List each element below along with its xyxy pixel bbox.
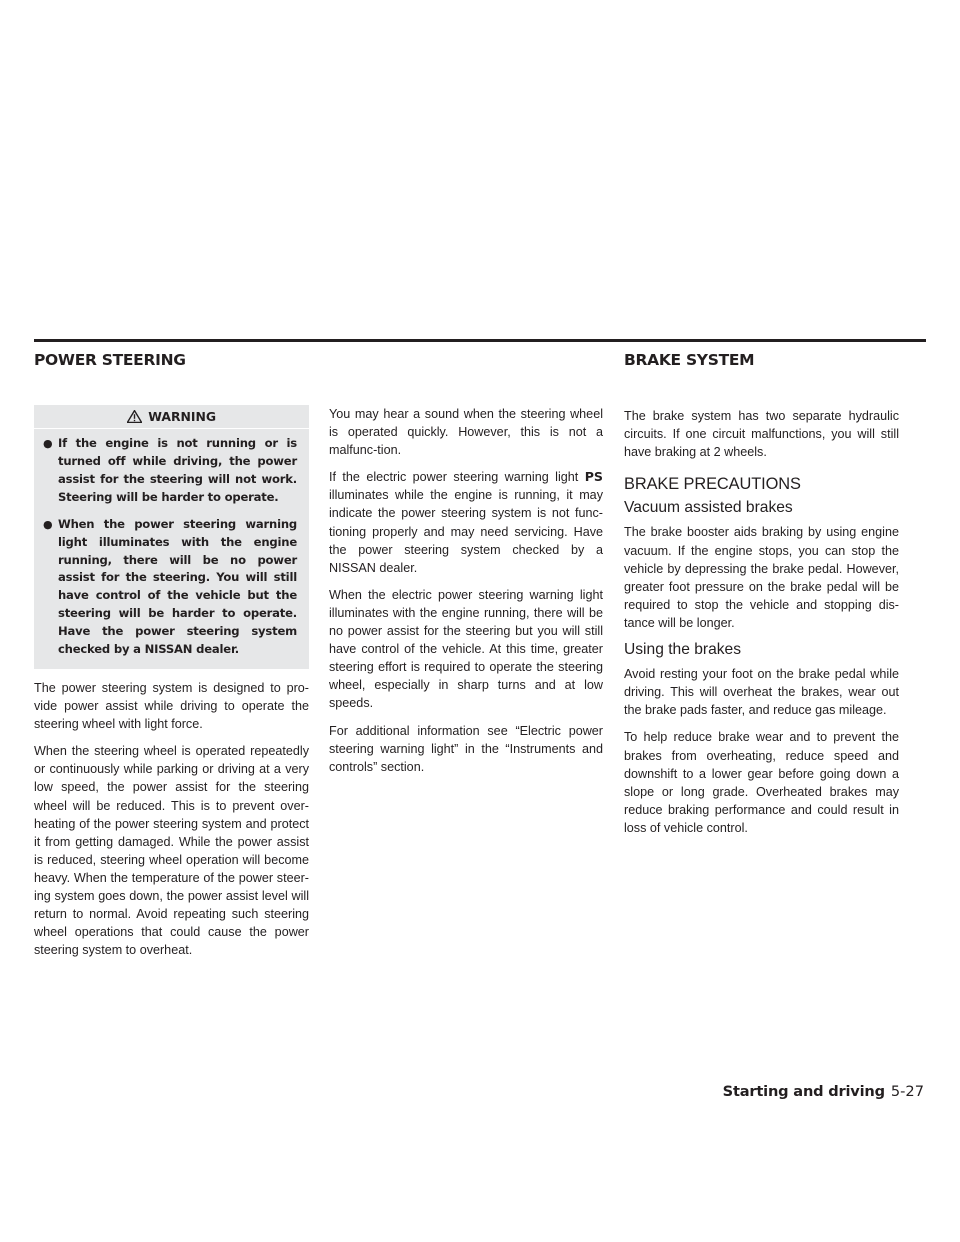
paragraph: If the electric power steering warning light PS illuminates while the engine is running, it may indicate the power steering system is not func-tioning properly and may need servicing. Have the power steering system checked by a NISSAN dealer.: [329, 469, 603, 575]
warning-item: ● If the engine is not running or is turned off while driving, the power assist for the steering will not work. Steering will be harder to operate.: [43, 436, 297, 504]
subheading-using-the-brakes: Using the brakes: [624, 641, 742, 659]
heading-brake-precautions: BRAKE PRECAUTIONS: [624, 475, 801, 494]
paragraph: When the electric power steering warning light illuminates with the engine running, there will be no power assist for the steering but you will still have control of the vehicle. At this time, greater steering effort is required to operate the steering wheel, especially in sharp turns and at low speeds.: [329, 587, 603, 711]
warning-item: ● When the power steering warning light illuminates with the engine running, there will be no power assist for the steering. You will still have control of the vehicle but the steering will be harder to operate. Have the power steering system checked by a NISSAN dealer.: [43, 516, 297, 657]
paragraph: For additional information see “Electric power steering warning light” in the “Instruments and controls” section.: [329, 723, 603, 774]
subheading-vacuum-assisted-brakes: Vacuum assisted brakes: [624, 499, 793, 517]
power-steering-warning-symbol: PS: [584, 469, 603, 485]
section-title-brake-system: BRAKE SYSTEM: [624, 351, 755, 369]
paragraph: To help reduce brake wear and to prevent the brakes from overheating, reduce speed and downshift to a lower gear before going down a slope or long grade. Overheated brakes may reduce braking performance and could result in loss of vehicle control.: [624, 730, 899, 835]
warning-list: [42, 435, 297, 659]
column-brake-system: [624, 407, 899, 846]
column-power-steering-continued: [329, 405, 603, 785]
bullet-icon: ●: [43, 517, 53, 531]
warning-box: [34, 405, 309, 669]
paragraph: The brake system has two separate hydraulic circuits. If one circuit malfunctions, you will still have braking at 2 wheels.: [624, 409, 899, 460]
section-title-power-steering: POWER STEERING: [34, 351, 186, 369]
warning-triangle-icon: [127, 410, 142, 423]
paragraph: You may hear a sound when the steering wheel is operated quickly. However, this is not a malfunc-tion.: [329, 407, 603, 458]
page-footer: [723, 1083, 924, 1100]
paragraph: When the steering wheel is operated repeatedly or continuously while parking or driving at a very low speed, the power assist for the steering wheel will be reduced. This is to prevent over-heating of the power steering system and protect it from getting damaged. While the power assist is reduced, steering wheel operation will become heavy. When the temperature of the power steer-ing system goes down, the power assist level will return to normal. Avoid repeating such steering wheel operations that could cause the power steering system to overheat.: [34, 744, 309, 958]
footer-section-label: Starting and driving: [722, 1083, 885, 1100]
warning-header: [34, 405, 309, 429]
paragraph: The power steering system is designed to pro-vide power assist while driving to operate the steering wheel with light force.: [34, 680, 309, 732]
column-power-steering: [34, 405, 309, 968]
section-divider: [34, 339, 926, 342]
paragraph: The brake booster aids braking by using engine vacuum. If the engine stops, you can stop the vehicle by depressing the brake pedal. However, greater foot pressure on the brake pedal will be required to stop the vehicle and stopping dis-tance will be longer.: [624, 525, 899, 630]
bullet-icon: ●: [43, 437, 53, 451]
paragraph: Avoid resting your foot on the brake pedal while driving. This will overheat the brakes, wear out the brake pads faster, and reduce gas mileage.: [624, 667, 899, 718]
warning-label: WARNING: [148, 409, 217, 424]
page-number: 5-27: [890, 1083, 924, 1100]
